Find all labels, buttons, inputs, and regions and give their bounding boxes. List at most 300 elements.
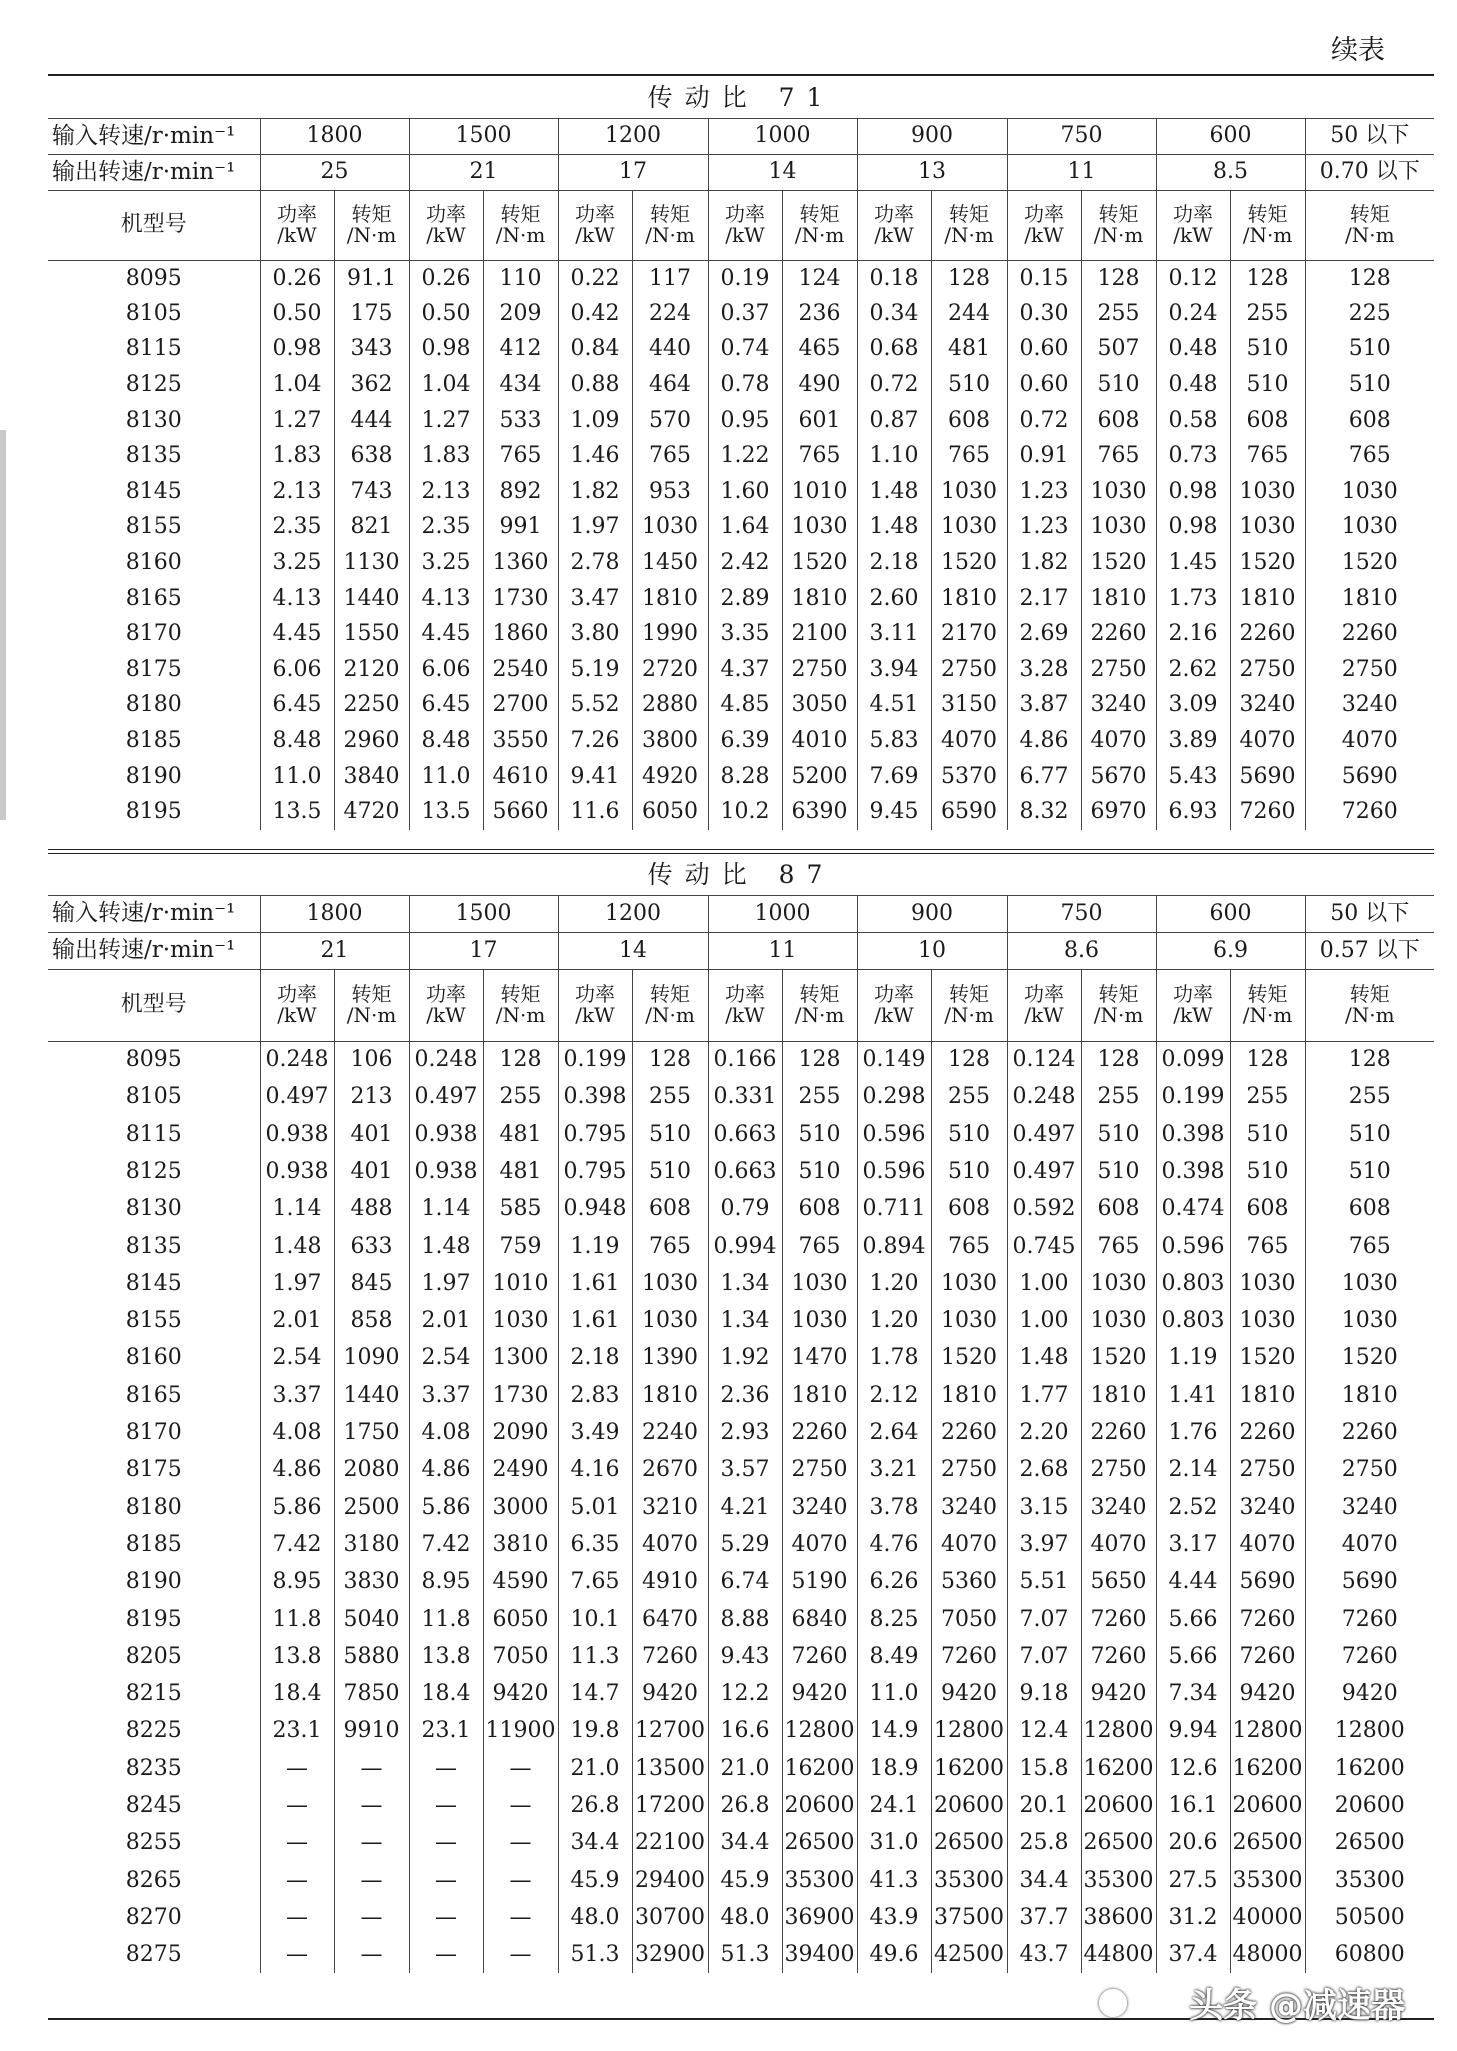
value-cell: 2.01 [409, 1302, 483, 1339]
value-cell: 51.3 [708, 1936, 782, 1973]
value-cell: 3.35 [708, 616, 782, 652]
value-cell: 401 [334, 1116, 409, 1153]
value-cell: 1470 [782, 1339, 857, 1376]
value-cell: 1.20 [857, 1265, 931, 1302]
header-line-2: /kW [1173, 223, 1213, 247]
model-cell: 8190 [125, 763, 182, 789]
value-cell: 1.34 [708, 1265, 782, 1302]
value-cell: 510 [1230, 331, 1305, 367]
value-cell: 35300 [1305, 1862, 1434, 1899]
value-cell: 175 [334, 296, 409, 332]
value-cell: 0.199 [558, 1041, 632, 1078]
table-row [48, 1712, 1434, 1749]
value-cell: 401 [334, 1153, 409, 1190]
value-cell: 2100 [782, 616, 857, 652]
value-cell: 13500 [632, 1750, 708, 1787]
table-row [48, 616, 1434, 652]
table-row [48, 1563, 1434, 1600]
header-line-2: /kW [874, 1003, 914, 1027]
torque-header [782, 190, 857, 260]
value-cell: 117 [632, 260, 708, 296]
value-cell: 5.66 [1156, 1600, 1230, 1637]
model-cell: 8145 [125, 478, 182, 504]
value-cell: 4610 [483, 758, 558, 794]
value-cell: 0.663 [708, 1153, 782, 1190]
model-cell: 8095 [48, 1041, 260, 1078]
value-cell: 3840 [334, 758, 409, 794]
value-cell: — [409, 1787, 483, 1824]
header-line-1: 功率 [575, 202, 615, 226]
header-line-1: 转矩 [351, 982, 392, 1006]
value-cell: 9420 [1230, 1675, 1305, 1712]
value-cell: 255 [782, 1078, 857, 1115]
header-line-2: /kW [1173, 1003, 1213, 1027]
value-cell: 6050 [483, 1600, 558, 1637]
table-row [48, 1451, 1434, 1488]
value-cell: 1030 [1230, 1265, 1305, 1302]
value-cell: 481 [931, 331, 1007, 367]
value-cell: 6.93 [1156, 794, 1230, 830]
value-cell: 48.0 [558, 1899, 632, 1936]
value-cell: 255 [1081, 1078, 1156, 1115]
value-cell: 2.16 [1156, 616, 1230, 652]
value-cell: 0.149 [857, 1041, 931, 1078]
value-cell: 26.8 [558, 1787, 632, 1824]
power-header [708, 969, 782, 1041]
torque-header [632, 190, 708, 260]
value-cell: 743 [334, 474, 409, 510]
value-cell: 5200 [782, 758, 857, 794]
value-cell: 35300 [1081, 1862, 1156, 1899]
watermark: 头条 @减速器 [1189, 1986, 1405, 2026]
value-cell: 3240 [1230, 1489, 1305, 1526]
header-line-1: 功率 [1024, 982, 1064, 1006]
continued-label: 续表 [1331, 35, 1385, 66]
value-cell: 1.04 [260, 367, 334, 403]
torque-header [1081, 190, 1156, 260]
value-cell: 7.42 [260, 1526, 334, 1563]
model-cell: 8215 [125, 1681, 182, 1707]
output-speed-label: 输出转速/r·min⁻¹ [48, 154, 260, 190]
value-cell: 6.45 [260, 687, 334, 723]
value-cell: — [409, 1862, 483, 1899]
value-cell: 0.95 [708, 402, 782, 438]
value-cell: 1450 [632, 545, 708, 581]
value-cell: 1.76 [1156, 1414, 1230, 1451]
output-speed-cell: 0.70 以下 [1305, 154, 1434, 190]
value-cell: 4.51 [857, 687, 931, 723]
value-cell: 0.87 [857, 402, 931, 438]
input-speed-cell: 1800 [260, 118, 409, 154]
input-speed-label: 输入转速/r·min⁻¹ [48, 895, 260, 932]
power-header [558, 190, 632, 260]
input-speed-cell: 50 以下 [1305, 895, 1434, 932]
value-cell: 8.48 [409, 723, 483, 759]
value-cell: 11.8 [409, 1600, 483, 1637]
value-cell: 2.01 [260, 1302, 334, 1339]
value-cell: 20600 [1081, 1787, 1156, 1824]
value-cell: 3.87 [1007, 687, 1081, 723]
value-cell: 29400 [632, 1862, 708, 1899]
value-cell: 1030 [1081, 1265, 1156, 1302]
value-cell: — [334, 1750, 409, 1787]
table-row [48, 1526, 1434, 1563]
value-cell: 510 [1081, 1153, 1156, 1190]
value-cell: — [260, 1899, 334, 1936]
model-cell: 8245 [125, 1793, 182, 1819]
value-cell: 3000 [483, 1489, 558, 1526]
value-cell: 4.37 [708, 652, 782, 688]
value-cell: 2.13 [409, 474, 483, 510]
section-divider [48, 849, 1434, 854]
value-cell: 2.89 [708, 580, 782, 616]
value-cell: 0.248 [1007, 1078, 1081, 1115]
ratio-title: 传动比 71 [647, 82, 835, 112]
value-cell: 0.124 [1007, 1041, 1081, 1078]
value-cell: 0.74 [708, 331, 782, 367]
value-cell: 4910 [632, 1563, 708, 1600]
value-cell: 765 [483, 438, 558, 474]
value-cell: 7260 [1081, 1600, 1156, 1637]
table-row [48, 1227, 1434, 1264]
value-cell: 3240 [782, 1489, 857, 1526]
value-cell: 3150 [931, 687, 1007, 723]
value-cell: 236 [782, 296, 857, 332]
value-cell: 1440 [334, 1377, 409, 1414]
value-cell: 0.15 [1007, 260, 1081, 296]
value-cell: 2.78 [558, 545, 632, 581]
model-cell: 8160 [125, 1345, 182, 1371]
value-cell: 892 [483, 474, 558, 510]
value-cell: 510 [1230, 1116, 1305, 1153]
value-cell: 1520 [1230, 545, 1305, 581]
value-cell: 26500 [1230, 1824, 1305, 1861]
value-cell: 2.17 [1007, 580, 1081, 616]
value-cell: 2750 [1230, 1451, 1305, 1488]
header-line-2: /N·m [944, 1003, 994, 1027]
header-line-2: /N·m [495, 223, 546, 247]
watermark-icon [1099, 1989, 1127, 2017]
output-speed-cell: 8.6 [1007, 932, 1156, 969]
torque-header [1305, 190, 1434, 260]
table-row [48, 1936, 1434, 1973]
header-line-1: 转矩 [650, 202, 690, 226]
value-cell: 0.497 [260, 1078, 334, 1115]
model-cell: 8160 [125, 550, 182, 575]
value-cell: 3.47 [558, 580, 632, 616]
header-line-2: /kW [426, 1003, 466, 1027]
value-cell: 2750 [1305, 652, 1434, 688]
value-cell: 1520 [931, 545, 1007, 581]
value-cell: 0.398 [1156, 1116, 1230, 1153]
value-cell: 8.48 [260, 723, 334, 759]
value-cell: 1130 [334, 545, 409, 581]
value-cell: 608 [931, 402, 1007, 438]
header-line-2: /kW [874, 223, 914, 247]
value-cell: 0.994 [708, 1227, 782, 1264]
value-cell: 4.13 [409, 580, 483, 616]
model-label: 机型号 [48, 190, 260, 260]
value-cell: 765 [931, 438, 1007, 474]
header-line-2: /N·m [1093, 1003, 1144, 1027]
value-cell: 3.57 [708, 1451, 782, 1488]
value-cell: 1360 [483, 545, 558, 581]
value-cell: 5650 [1081, 1563, 1156, 1600]
header-line-1: 转矩 [799, 982, 840, 1006]
value-cell: 1.48 [857, 509, 931, 545]
value-cell: 0.331 [708, 1078, 782, 1115]
value-cell: 0.596 [857, 1153, 931, 1190]
value-cell: 1.14 [409, 1190, 483, 1227]
value-cell: 25.8 [1007, 1824, 1081, 1861]
model-cell: 8185 [125, 727, 182, 753]
model-cell: 8095 [48, 260, 260, 296]
value-cell: 1520 [931, 1339, 1007, 1376]
header-line-1: 转矩 [1349, 202, 1390, 226]
model-cell: 8255 [125, 1830, 182, 1856]
table-row [48, 1787, 1434, 1824]
value-cell: 5.43 [1156, 758, 1230, 794]
value-cell: 0.79 [708, 1190, 782, 1227]
value-cell: 953 [632, 474, 708, 510]
value-cell: 2540 [483, 652, 558, 688]
value-cell: 45.9 [558, 1862, 632, 1899]
header-line-2: /N·m [645, 1003, 695, 1027]
value-cell: 510 [782, 1153, 857, 1190]
power-header [260, 190, 334, 260]
value-cell: 8.25 [857, 1600, 931, 1637]
value-cell: 40000 [1230, 1899, 1305, 1936]
value-cell: 128 [782, 1041, 857, 1078]
value-cell: 0.50 [260, 296, 334, 332]
value-cell: 3.28 [1007, 652, 1081, 688]
value-cell: 4070 [782, 1526, 857, 1563]
value-cell: 6970 [1081, 794, 1156, 830]
value-cell: 1030 [483, 1302, 558, 1339]
input-speed-cell: 1000 [708, 118, 857, 154]
value-cell: 2880 [632, 687, 708, 723]
value-cell: 4.86 [1007, 723, 1081, 759]
value-cell: 440 [632, 331, 708, 367]
value-cell: 1.00 [1007, 1265, 1081, 1302]
value-cell: 0.60 [1007, 367, 1081, 403]
value-cell: 507 [1081, 331, 1156, 367]
model-cell: 8155 [125, 514, 182, 540]
value-cell: — [483, 1787, 558, 1824]
value-cell: 510 [1305, 1116, 1434, 1153]
value-cell: 6.39 [708, 723, 782, 759]
value-cell: 765 [782, 438, 857, 474]
value-cell: 128 [1230, 1041, 1305, 1078]
value-cell: 1.23 [1007, 474, 1081, 510]
value-cell: 0.938 [409, 1116, 483, 1153]
value-cell: 0.745 [1007, 1227, 1081, 1264]
value-cell: 1730 [483, 1377, 558, 1414]
table-row [48, 545, 1434, 581]
value-cell: 16200 [1305, 1750, 1434, 1787]
value-cell: 5360 [931, 1563, 1007, 1600]
value-cell: 6590 [931, 794, 1007, 830]
value-cell: 3.89 [1156, 723, 1230, 759]
table-row [48, 794, 1434, 830]
value-cell: 5660 [483, 794, 558, 830]
output-speed-cell: 14 [708, 154, 857, 190]
value-cell: 17200 [632, 1787, 708, 1824]
value-cell: 7260 [782, 1638, 857, 1675]
value-cell: — [483, 1936, 558, 1973]
value-cell: 1.83 [260, 438, 334, 474]
input-speed-cell: 1800 [260, 895, 409, 932]
value-cell: 1.73 [1156, 580, 1230, 616]
value-cell: 1030 [632, 509, 708, 545]
value-cell: 32900 [632, 1936, 708, 1973]
value-cell: 1730 [483, 580, 558, 616]
output-speed-cell: 0.57 以下 [1305, 932, 1434, 969]
value-cell: 608 [1081, 1190, 1156, 1227]
value-cell: 3240 [1081, 687, 1156, 723]
header-line-1: 功率 [277, 202, 317, 226]
value-cell: 8.95 [260, 1563, 334, 1600]
value-cell: — [409, 1936, 483, 1973]
value-cell: 1810 [1081, 580, 1156, 616]
value-cell: 7260 [1305, 1600, 1434, 1637]
value-cell: 765 [632, 438, 708, 474]
value-cell: 4.45 [409, 616, 483, 652]
value-cell: 9420 [1081, 1675, 1156, 1712]
header-line-2: /N·m [1344, 223, 1395, 247]
header-line-1: 功率 [1173, 982, 1213, 1006]
value-cell: 1.27 [260, 402, 334, 438]
header-line-2: /N·m [944, 223, 994, 247]
value-cell: 6.26 [857, 1563, 931, 1600]
model-cell: 8190 [125, 1569, 182, 1595]
value-cell: 2750 [782, 652, 857, 688]
value-cell: 4.08 [409, 1414, 483, 1451]
header-line-1: 转矩 [799, 202, 840, 226]
value-cell: 608 [1230, 1190, 1305, 1227]
value-cell: 34.4 [1007, 1862, 1081, 1899]
value-cell: 7260 [931, 1638, 1007, 1675]
value-cell: 1810 [1081, 1377, 1156, 1414]
value-cell: 845 [334, 1265, 409, 1302]
value-cell: 765 [1230, 1227, 1305, 1264]
value-cell: 7260 [1305, 1638, 1434, 1675]
header-line-1: 转矩 [1349, 982, 1390, 1006]
value-cell: 26500 [931, 1824, 1007, 1861]
value-cell: 3.37 [409, 1377, 483, 1414]
value-cell: 8.95 [409, 1563, 483, 1600]
table-row [48, 1675, 1434, 1712]
value-cell: 1810 [1230, 1377, 1305, 1414]
table-row [48, 687, 1434, 723]
value-cell: 11.0 [857, 1675, 931, 1712]
value-cell: 128 [931, 260, 1007, 296]
value-cell: 6840 [782, 1600, 857, 1637]
value-cell: 3050 [782, 687, 857, 723]
output-speed-cell: 14 [558, 932, 708, 969]
value-cell: 0.248 [409, 1041, 483, 1078]
value-cell: 1.19 [1156, 1339, 1230, 1376]
value-cell: 0.166 [708, 1041, 782, 1078]
value-cell: 5.86 [260, 1489, 334, 1526]
value-cell: 510 [931, 367, 1007, 403]
value-cell: 1810 [1305, 1377, 1434, 1414]
value-cell: 1860 [483, 616, 558, 652]
value-cell: 45.9 [708, 1862, 782, 1899]
value-cell: 1030 [782, 509, 857, 545]
value-cell: 0.663 [708, 1116, 782, 1153]
table-row [48, 1489, 1434, 1526]
value-cell: 1.45 [1156, 545, 1230, 581]
table-row [48, 758, 1434, 794]
value-cell: 2.52 [1156, 1489, 1230, 1526]
value-cell: 7.07 [1007, 1600, 1081, 1637]
value-cell: 14.9 [857, 1712, 931, 1749]
value-cell: 1030 [1081, 1302, 1156, 1339]
value-cell: 0.73 [1156, 438, 1230, 474]
value-cell: 4.21 [708, 1489, 782, 1526]
value-cell: 0.596 [857, 1116, 931, 1153]
value-cell: 20600 [931, 1787, 1007, 1824]
header-line-2: /N·m [346, 1003, 397, 1027]
input-speed-cell: 1200 [558, 118, 708, 154]
value-cell: 1.61 [558, 1265, 632, 1302]
value-cell: 2750 [1081, 1451, 1156, 1488]
value-cell: 1810 [632, 1377, 708, 1414]
table-row [48, 1339, 1434, 1376]
value-cell: 16200 [782, 1750, 857, 1787]
value-cell: 2240 [632, 1414, 708, 1451]
value-cell: 0.98 [260, 331, 334, 367]
value-cell: 1.04 [409, 367, 483, 403]
value-cell: 5.29 [708, 1526, 782, 1563]
value-cell: 10.2 [708, 794, 782, 830]
value-cell: 6050 [632, 794, 708, 830]
value-cell: 1.22 [708, 438, 782, 474]
table-row [48, 1824, 1434, 1861]
value-cell: — [260, 1787, 334, 1824]
value-cell: 0.711 [857, 1190, 931, 1227]
value-cell: 1.09 [558, 402, 632, 438]
header-line-2: /N·m [495, 1003, 546, 1027]
value-cell: 36900 [782, 1899, 857, 1936]
value-cell: 4.13 [260, 580, 334, 616]
power-header [857, 969, 931, 1041]
value-cell: 2670 [632, 1451, 708, 1488]
value-cell: 1.97 [409, 1265, 483, 1302]
value-cell: 0.84 [558, 331, 632, 367]
value-cell: 2.60 [857, 580, 931, 616]
model-cell: 8275 [125, 1942, 182, 1968]
value-cell: 1.46 [558, 438, 632, 474]
table-row [48, 438, 1434, 474]
table-row [48, 1078, 1434, 1115]
value-cell: 759 [483, 1227, 558, 1264]
value-cell: 1520 [1305, 545, 1434, 581]
header-line-1: 功率 [1173, 202, 1213, 226]
value-cell: 2.54 [409, 1339, 483, 1376]
value-cell: 9.43 [708, 1638, 782, 1675]
value-cell: 2.35 [260, 509, 334, 545]
value-cell: 1.82 [558, 474, 632, 510]
value-cell: 0.72 [857, 367, 931, 403]
value-cell: 12700 [632, 1712, 708, 1749]
value-cell: — [483, 1750, 558, 1787]
value-cell: 5.52 [558, 687, 632, 723]
value-cell: 510 [1305, 331, 1434, 367]
value-cell: 2750 [1305, 1451, 1434, 1488]
model-cell: 8105 [125, 1084, 182, 1110]
